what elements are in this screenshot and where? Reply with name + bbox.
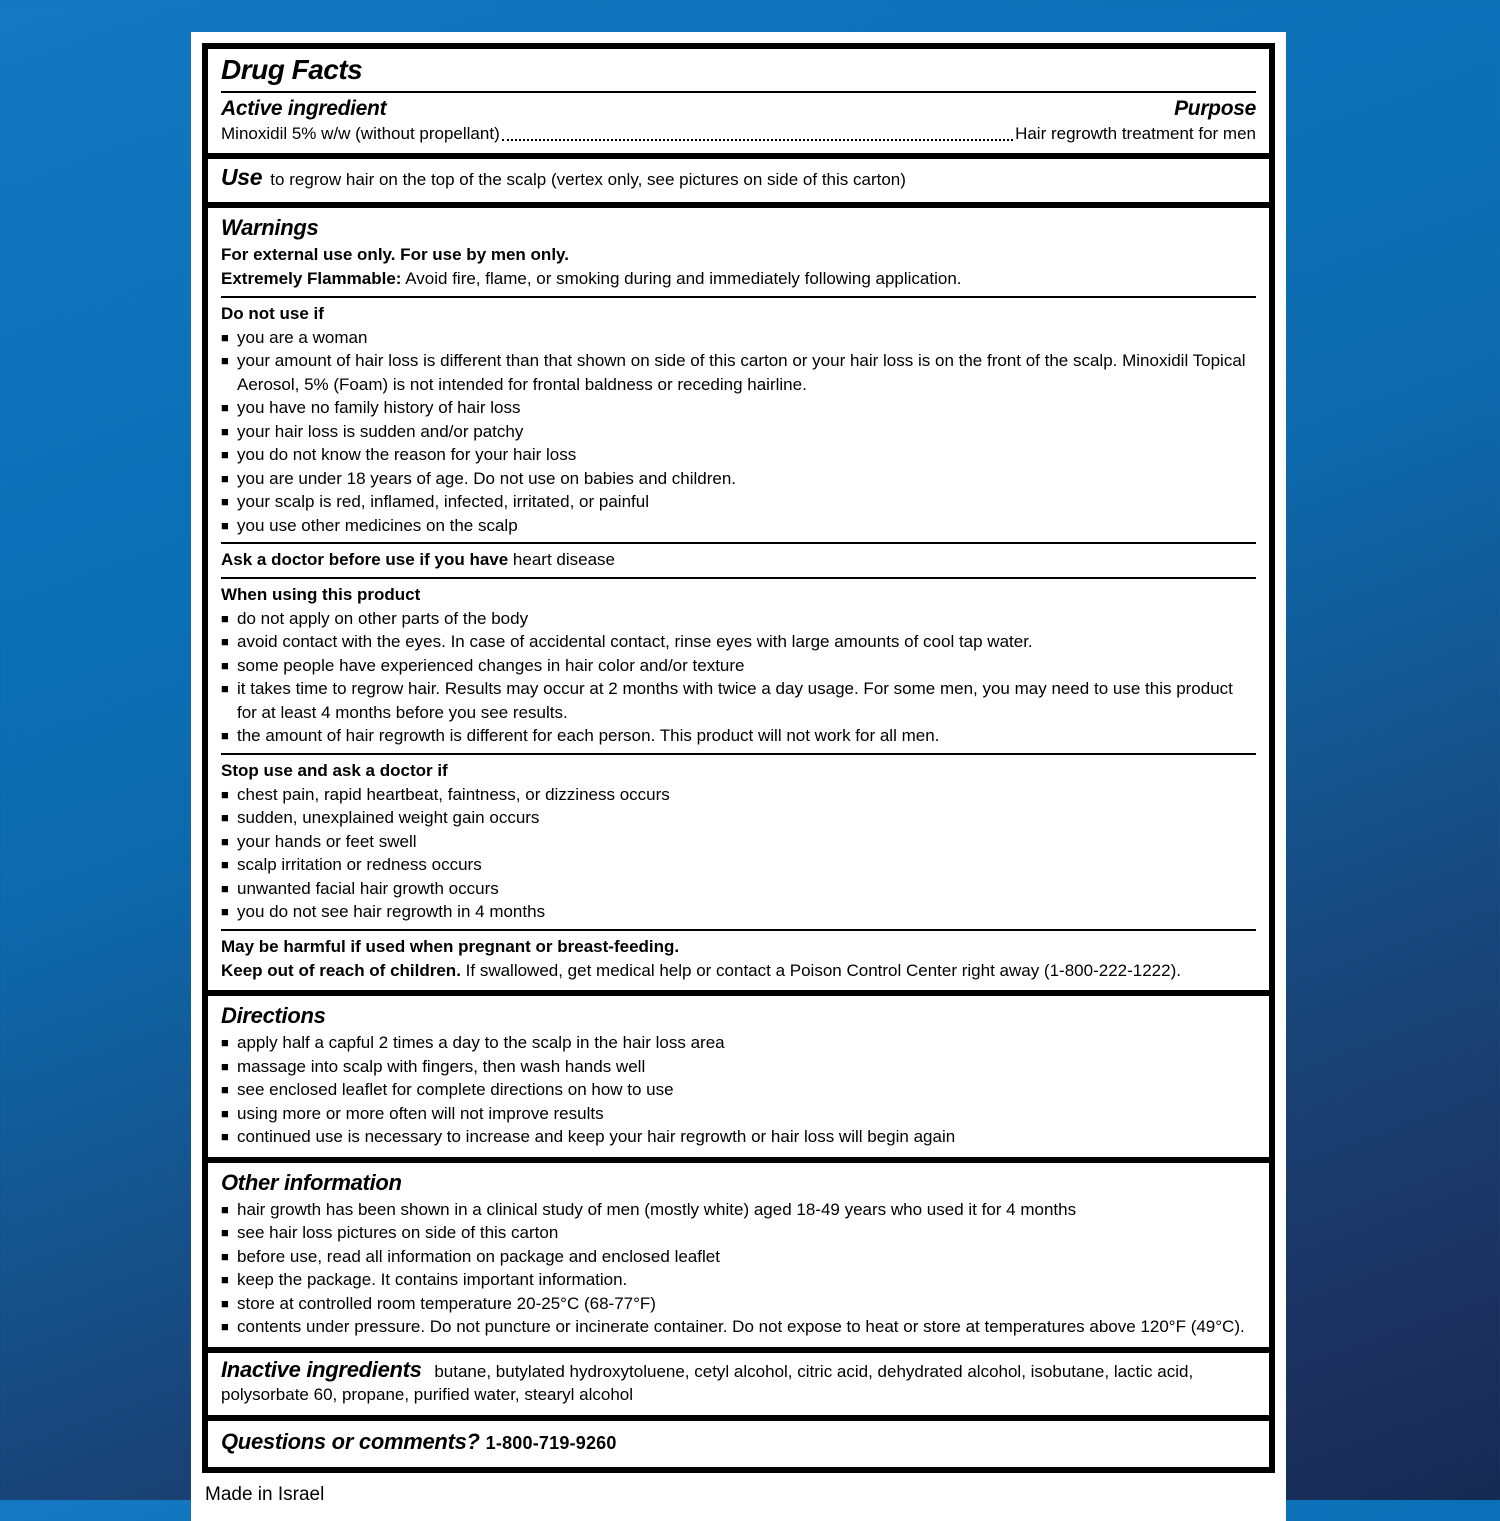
bullet-text: avoid contact with the eyes. In case of accidental contact, rinse eyes with large amounts of cool tap water. [237, 632, 1033, 651]
square-bullet-icon: ■ [221, 353, 229, 368]
square-bullet-icon: ■ [221, 857, 229, 872]
square-bullet-icon: ■ [221, 1035, 229, 1050]
section-use [208, 153, 1269, 202]
square-bullet-icon: ■ [221, 1295, 229, 1311]
divider-thin [221, 929, 1256, 931]
square-bullet-icon: ■ [221, 329, 229, 345]
stop-use-heading: Stop use and ask a doctor if [221, 760, 448, 780]
bullet-text: unwanted facial hair growth occurs [237, 878, 499, 898]
bullet-text: your hair loss is sudden and/or patchy [237, 421, 524, 441]
bullet-text: the amount of hair regrowth is different for each person. This product will not work for all men. [237, 726, 940, 745]
inactive-ingredients-line [221, 1358, 1256, 1407]
directions-heading: Directions [221, 1003, 326, 1028]
bullet-item [221, 514, 1256, 538]
bullet-text: your amount of hair loss is different than that shown on side of this carton or your hair loss is on the front of the scalp. Minoxidil Topical Aerosol, 5% (Foam) is not intended for frontal baldness or receding hairline. [237, 351, 1246, 394]
bullet-item [221, 1031, 1256, 1055]
section-questions [208, 1415, 1269, 1467]
square-bullet-icon: ■ [221, 1201, 229, 1217]
bullet-item [221, 443, 1256, 467]
bullet-item [221, 783, 1256, 807]
use-row [221, 164, 1256, 194]
divider-thin [221, 91, 1256, 93]
use-heading: Use [221, 164, 263, 190]
square-bullet-icon: ■ [221, 634, 229, 649]
bullet-text: contents under pressure. Do not puncture or incinerate container. Do not expose to heat or store at temperatures above 120°F (49°C). [237, 1317, 1245, 1336]
active-ingredient-name: Minoxidil 5% w/w (without propellant) [221, 124, 500, 143]
square-bullet-icon: ■ [221, 1248, 229, 1264]
inactive-ingredients-text: butane, butylated hydroxytoluene, cetyl alcohol, citric acid, dehydrated alcohol, isobutane, lactic acid, polysorbate 60, propane, purified water, stearyl alcohol [221, 1361, 1194, 1404]
bullet-item [221, 806, 1256, 830]
bullet-item [221, 1268, 1256, 1292]
bullet-text: store at controlled room temperature 20-25°C (68-77°F) [237, 1293, 656, 1313]
bullet-item [221, 1102, 1256, 1126]
square-bullet-icon: ■ [221, 728, 229, 743]
divider-thin [221, 542, 1256, 544]
bullet-text: before use, read all information on package and enclosed leaflet [237, 1246, 720, 1266]
bullet-text: continued use is necessary to increase and keep your hair regrowth or hair loss will begin again [237, 1127, 956, 1146]
bullet-text: you are a woman [237, 327, 368, 347]
square-bullet-icon: ■ [221, 681, 229, 696]
square-bullet-icon: ■ [221, 786, 229, 802]
bullet-item [221, 396, 1256, 420]
square-bullet-icon: ■ [221, 1319, 229, 1334]
bullet-item [221, 677, 1256, 724]
drug-facts-title: Drug Facts [221, 54, 363, 85]
square-bullet-icon: ■ [221, 494, 229, 509]
ask-doctor-line [221, 548, 1256, 572]
divider-thin [221, 753, 1256, 755]
bullet-item [221, 1078, 1256, 1102]
square-bullet-icon: ■ [221, 447, 229, 462]
square-bullet-icon: ■ [221, 610, 229, 626]
square-bullet-icon: ■ [221, 880, 229, 896]
purpose-heading: Purpose [1174, 97, 1256, 120]
warnings-heading: Warnings [221, 215, 319, 240]
square-bullet-icon: ■ [221, 810, 229, 825]
when-using-heading: When using this product [221, 584, 421, 604]
flammable-text: Avoid fire, flame, or smoking during and immediately following application. [401, 269, 962, 288]
bullet-text: you do not see hair regrowth in 4 months [237, 902, 546, 921]
bullet-item [221, 1125, 1256, 1149]
bullet-text: some people have experienced changes in hair color and/or texture [237, 655, 745, 675]
bullet-text: keep the package. It contains important information. [237, 1270, 628, 1289]
bullet-item [221, 1245, 1256, 1269]
drug-facts-label-panel [191, 32, 1286, 1521]
bullet-text: do not apply on other parts of the body [237, 608, 529, 628]
bullet-text: chest pain, rapid heartbeat, faintness, or dizziness occurs [237, 784, 670, 804]
square-bullet-icon: ■ [221, 1058, 229, 1074]
drug-facts-box [202, 43, 1275, 1473]
questions-heading: Questions or comments? [221, 1428, 480, 1454]
bullet-text: it takes time to regrow hair. Results may occur at 2 months with twice a day usage. For some men, you may need to use this product for at least 4 months before you see results. [237, 679, 1233, 722]
square-bullet-icon: ■ [221, 1082, 229, 1097]
square-bullet-icon: ■ [221, 1225, 229, 1240]
bullet-item [221, 467, 1256, 491]
bullet-item [221, 326, 1256, 350]
square-bullet-icon: ■ [221, 470, 229, 486]
flammable-line [221, 267, 1256, 291]
bullet-text: scalp irritation or redness occurs [237, 855, 482, 874]
square-bullet-icon: ■ [221, 517, 229, 533]
other-information-list [221, 1198, 1256, 1339]
keep-out-text: If swallowed, get medical help or contact a Poison Control Center right away (1-800-222-1222). [460, 960, 1181, 980]
divider-thin [221, 577, 1256, 579]
active-ingredient-heading: Active ingredient [221, 97, 387, 120]
questions-phone-number: 1-800-719-9260 [485, 1432, 617, 1453]
divider-thin [221, 296, 1256, 298]
square-bullet-icon: ■ [221, 904, 229, 919]
square-bullet-icon: ■ [221, 400, 229, 415]
external-use-line: For external use only. For use by men only. [221, 245, 569, 264]
bullet-item [221, 1292, 1256, 1316]
bullet-item [221, 853, 1256, 877]
square-bullet-icon: ■ [221, 423, 229, 439]
bullet-item [221, 607, 1256, 631]
bullet-text: you have no family history of hair loss [237, 398, 521, 417]
square-bullet-icon: ■ [221, 657, 229, 673]
pregnancy-line: May be harmful if used when pregnant or breast-feeding. [221, 936, 680, 956]
questions-row [221, 1426, 1256, 1459]
other-information-heading: Other information [221, 1169, 402, 1195]
inactive-ingredients-heading: Inactive ingredients [221, 1356, 422, 1382]
bullet-text: apply half a capful 2 times a day to the scalp in the hair loss area [237, 1033, 725, 1052]
bullet-item [221, 490, 1256, 514]
bullet-text: you are under 18 years of age. Do not use on babies and children. [237, 468, 737, 488]
keep-out-label: Keep out of reach of children. [221, 960, 461, 980]
bullet-text: your scalp is red, inflamed, infected, irritated, or painful [237, 492, 649, 511]
section-warnings [208, 202, 1269, 990]
bullet-text: using more or more often will not improve results [237, 1103, 604, 1123]
use-text: to regrow hair on the top of the scalp (vertex only, see pictures on side of this carton) [270, 170, 906, 189]
bullet-item [221, 877, 1256, 901]
dotted-leader [502, 139, 1013, 141]
stop-use-list [221, 783, 1256, 924]
bullet-item [221, 630, 1256, 654]
section-active-ingredient [208, 49, 1269, 153]
do-not-use-heading: Do not use if [221, 303, 324, 323]
bullet-text: you do not know the reason for your hair loss [237, 445, 577, 464]
made-in-label: Made in Israel [205, 1483, 325, 1505]
section-inactive-ingredients [208, 1347, 1269, 1415]
bullet-item [221, 1315, 1256, 1339]
directions-list [221, 1031, 1256, 1149]
bullet-text: sudden, unexplained weight gain occurs [237, 808, 540, 827]
bullet-text: hair growth has been shown in a clinical study of men (mostly white) aged 18-49 years who used it for 4 months [237, 1199, 1077, 1219]
do-not-use-list [221, 326, 1256, 538]
bullet-text: massage into scalp with fingers, then wash hands well [237, 1056, 646, 1076]
bullet-item [221, 654, 1256, 678]
bullet-text: your hands or feet swell [237, 831, 417, 851]
bullet-item [221, 420, 1256, 444]
bullet-item [221, 349, 1256, 396]
section-other-information [208, 1157, 1269, 1347]
when-using-list [221, 607, 1256, 748]
bullet-item [221, 724, 1256, 748]
bullet-item [221, 900, 1256, 924]
square-bullet-icon: ■ [221, 1129, 229, 1144]
bullet-text: you use other medicines on the scalp [237, 515, 518, 535]
ask-doctor-label: Ask a doctor before use if you have [221, 550, 509, 569]
bullet-item [221, 1198, 1256, 1222]
square-bullet-icon: ■ [221, 1272, 229, 1287]
active-ingredient-header-row [221, 97, 1256, 121]
bullet-text: see enclosed leaflet for complete directions on how to use [237, 1080, 674, 1099]
bullet-item [221, 830, 1256, 854]
bullet-item [221, 1055, 1256, 1079]
square-bullet-icon: ■ [221, 833, 229, 849]
flammable-label: Extremely Flammable: [221, 269, 402, 288]
active-ingredient-value-row [221, 122, 1256, 145]
bullet-item [221, 1221, 1256, 1245]
bullet-text: see hair loss pictures on side of this carton [237, 1223, 559, 1242]
purpose-value: Hair regrowth treatment for men [1015, 124, 1256, 143]
ask-doctor-text: heart disease [508, 550, 615, 569]
keep-out-line [221, 959, 1256, 983]
square-bullet-icon: ■ [221, 1105, 229, 1121]
section-directions [208, 990, 1269, 1157]
